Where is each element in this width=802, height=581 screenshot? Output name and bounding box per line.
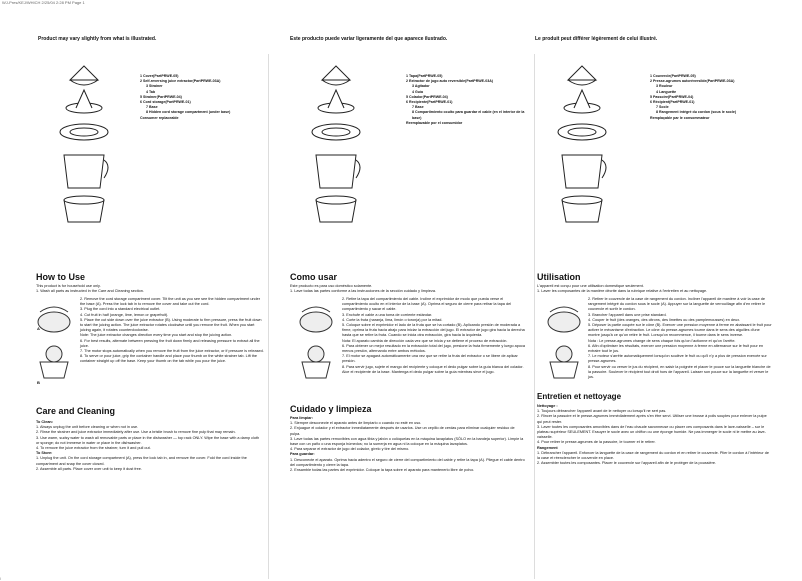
parts-list-en bbox=[140, 74, 260, 121]
part-item: 3 Agitador bbox=[412, 84, 430, 89]
parts-list-es bbox=[406, 74, 531, 126]
part-item: 6 Récipient(PartPRWE-01) bbox=[650, 100, 695, 105]
part-item: 2 Presse-agrumes autoréversible(PartPRWE-03A) bbox=[650, 79, 735, 84]
cuidado-body: Para limpiar: 1. Siempre desconecte el aparato antes de limpiarlo o cuando no esté en uso. 2. Enjuague el colador y el extractor inmediatamente después de usarlos. Use un cepillo de cerdas para eliminar cualquier residuo de pulpa. 3. Lave todas las partes removibles con agua tibia y jabón o colóquelas en la máquina lavaplatos (SÓLO en la bandeja superior). Limpie la base con un paño o una esponja húmedos; no la sumerja en agua ni la coloque en la máquina lavaplatos. 4. Para separar el extractor de jugo del colador, gírelo y tire del mismo. Para guardar: 1. Desconecte el aparato. Oprima hacia adentro el seguro de cierre del compartimiento del cable y retire la tapa (A). Pliegue el cable dentro del compartimiento y cierre la tapa. 2. Ensamble todas las partes del exprimidor. Coloque la tapa sobre el aparato para mantenerlo libre de polvo. bbox=[290, 416, 525, 473]
parts-list-fr bbox=[650, 74, 790, 121]
part-item: 3 Strainer bbox=[146, 84, 163, 89]
care-cleaning-heading: Care and Cleaning bbox=[36, 406, 116, 416]
part-item: 7 Base bbox=[146, 105, 158, 110]
column-divider bbox=[268, 54, 269, 579]
variation-note-en: Product may vary slightly from what is illustrated. bbox=[38, 36, 157, 42]
how-to-use-body: This product is for household use only. 1. Wash all parts as instructed in the Care and Cleaning section. bbox=[36, 284, 144, 294]
part-item: 1 Couvercle(PartPRWE-05) bbox=[650, 74, 696, 78]
label-b: B bbox=[37, 380, 40, 385]
utilisation-heading: Utilisation bbox=[537, 272, 581, 282]
how-to-use-heading: How to Use bbox=[36, 272, 86, 282]
como-usar-body: Este producto es para uso doméstico solamente. 1. Lave todas las partes conforme a las instrucciones de la sección cuidado y limpieza. bbox=[290, 284, 437, 294]
part-item: 1 Tapa(PartPRWE-05) bbox=[406, 74, 443, 78]
illustration-a bbox=[292, 300, 338, 338]
label-a: A bbox=[37, 326, 40, 331]
part-item: 7 Socle bbox=[656, 105, 669, 110]
illustration-a bbox=[540, 300, 586, 338]
utilisation-body: L'appareil est conçu pour une utilisation domestique seulement. 1. Laver les composantes de la manière décrite dans la rubrique relative à l'entretien et au nettoyage. bbox=[537, 284, 708, 294]
part-item: 2 Self-reversing juice extractor(PartPRWE-03A) bbox=[140, 79, 221, 84]
cuidado-heading: Cuidado y limpieza bbox=[290, 404, 372, 414]
part-item: 4 Tab bbox=[146, 89, 156, 94]
part-item: 5 Colador(PartPRWE-04) bbox=[406, 94, 448, 99]
como-usar-steps: 2. Retire la tapa del compartimiento del cable. Incline el exprimidor de modo que pueda verse el compartimiento oculto en el interior de la base (A). Oprima el seguro de cierre para retirar la tapa del compartimiento y sacar el cable. 3. Enchufe el cable a una toma de corriente estándar. 4. Corte la fruta (naranja, lima, limón o toronja) por la mitad. 5. Coloque sobre el exprimidor el lado de la fruta que se ha cortado (B). Aplicando presión de moderada a firme, oprima la fruta hacia abajo para iniciar la extracción del jugo. El extractor de jugo gira hacia la derecha hasta que se retire la fruta. Cuando se inicia otra extracción, gira hacia la izquierda. Nota: El aparato cambia de dirección cada vez que se inicia y se detiene el proceso de extracción. 6. Para obtener un mejor resultado en la extracción total del jugo, presione la fruta firmemente y luego apoca menos presión, alternando entre ambos métodos. 7. El motor se apagará automáticamente una vez que se retire la fruta del extractor o se libere de aplicar presión. 8. Para servir jugo, sujete el mango del recipiente y coloque el dedo pulgar sobre la guía blanca del colador. Alce el recipiente de la base. Mantenga el dedo pulgar sobre la guía mientras sirve el jugo. bbox=[342, 297, 525, 374]
part-item: Reemplazable por el consumidor bbox=[406, 120, 463, 125]
utilisation-steps: 2. Retirer le couvercle de la case de rangement du cordon. Incliner l'appareil de manière à voir la case de rangement intégré du cordon sous le socle (A). Appuyer sur la languette de verrouillage afin d'en retirer le couvercle et sortir le cordon. 3. Brancher l'appareil dans une prise standard. 4. Couper le fruit (des oranges, des citrons, des limettes ou des pamplemousses) en deux. 5. Déposer la partie coupée sur le cône (B). Exercer une pression moyenne à ferme en abaissant le fruit pour activer le mécanisme d'extraction. Le cône du presse-agrumes tourne dans le sens des aiguilles d'une montre jusqu'à ce qu'on retire le fruit. Lorsqu'on recommence, il tourne dans le sens inverse. Nota : Le presse-agrumes change de sens chaque fois qu'on l'actionne et qu'on l'arrête. 6. Afin d'optimiser les résultats, exercer une pression moyenne à ferme en alternance sur le fruit pour en extraire tout le jus. 7. Le moteur s'arrête automatiquement lorsqu'on soulève le fruit ou qu'il n'y a plus de pression exercée sur presse-agrumes. 8. Pour servir ou verser le jus du récipient, en saisir la poignée et placer le pouce sur la languette blanche de la passoire. Soulever le récipient tout droit hors de l'appareil. Laisser son pouce sur la languette et verser le jus. bbox=[588, 297, 772, 380]
entretien-body: Nettoyage : 1. Toujours débrancher l'appareil avant de le nettoyer ou lorsqu'il ne sert pas. 2. Rincer la passoire et le presse-agrumes immédiatement après s'en être servi. Utiliser une brosse à poils souples pour enlever la pulpe qui peut rester. 3. Laver toutes les composantes amovibles dans de l'eau chaude savonneuse ou placer ces composants dans le lave-vaisselle – sur le plateau supérieur SEULEMENT. Essuyer le socle avec un chiffon ou une éponge humide. Ne pas immerger le socle ni le mettre au lave-vaisselle. 4. Pour retirer le presse-agrumes de la passoire, le tourner et le retirer. Rangement 1. Débrancher l'appareil. Enfoncer la languette de la case de rangement du cordon et en retirer le couvercle. Plier le cordon à l'intérieur de la case et réenclencher le couvercle en place. 2. Assembler toutes les composantes. Placer le couvercle sur l'appareil afin de le protéger de la poussière. bbox=[537, 404, 769, 466]
part-item: 5 Strainer(PartPRWE-04) bbox=[140, 94, 182, 99]
entretien-heading: Entretien et nettoyage bbox=[537, 392, 622, 401]
part-item: Consumer replaceable bbox=[140, 115, 179, 120]
part-item: Remplaçable par le consommateur bbox=[650, 115, 710, 120]
part-item: 7 Base bbox=[412, 105, 424, 110]
illustration-b bbox=[540, 342, 586, 380]
part-item: 2 Extractor de jugo auto reversible(PartPRWE-03A) bbox=[406, 79, 494, 84]
part-item: 8 Compartimiento oculto para guardar el cable (en el interior de la base) bbox=[412, 110, 525, 120]
illustration-b bbox=[30, 342, 76, 380]
print-header: WJ-Pres/KEJ/WHICH 2/25/04 2:28 PM Page 1 bbox=[2, 0, 85, 5]
variation-note-es: Este producto puede variar ligeramente del que aparece ilustrado. bbox=[290, 36, 448, 42]
illustration-b bbox=[292, 342, 338, 380]
juicer-diagram-es bbox=[306, 60, 366, 230]
part-item: 8 Hidden cord storage compartment (under base) bbox=[146, 110, 231, 115]
part-item: 4 Guía bbox=[412, 89, 423, 94]
como-usar-heading: Como usar bbox=[290, 272, 338, 282]
part-item: 8 Rangement intégré du cordon (sous le socle) bbox=[656, 110, 737, 115]
illustration-a bbox=[30, 300, 76, 338]
care-cleaning-body: To Clean: 1. Always unplug the unit before cleaning or when not in use. 2. Rinse the strainer and juice extractor immediately after use. Use a bristle brush to remove fine pulp that may remain. 3. Use warm, sudsy water to wash all removable parts or place in the dishwasher — top rack ONLY. Wipe the base with a damp cloth or sponge; do not immerse in water or place in the dishwasher. 4. To remove the juice extractor from the strainer, turn it and pull out. To Store: 1. Unplug the unit. On the cord storage compartment (A), press the lock tab in, and remove the cover. Fold the cord inside the compartment and snap the cover closed. 2. Assemble all parts. Place cover over unit to keep it dust free. bbox=[36, 420, 260, 471]
part-item: 5 Passoire(PartPRWE-04) bbox=[650, 94, 694, 99]
juicer-diagram-en bbox=[54, 60, 114, 230]
how-to-use-steps: 2. Remove the cord storage compartment cover. Tilt the unit as you see see the hidden compartment under the base (A). Press the lock tab in to remove the cover and take out the cord. 3. Plug the cord into a standard electrical outlet. 4. Cut fruit in half (orange, lime, lemon or grapefruit). 5. Place the cut side down over the juice extractor (B). Using moderate to firm pressure, press the fruit down to start the juicing action. The juice extractor rotates clockwise until you remove the fruit. When you start juicing again, it rotates counterclockwise. Note: The juice extractor changes direction every time you start and stop the juicing action. 6. For best results, alternate between pressing the fruit down firmly and releasing pressure to extract all the juice. 7. The motor stops automatically when you remove the fruit from the juice extractor, or if pressure is released. 8. To serve or pour juice, grip the container handle and place your thumb on the white strainer tab. Lift the container straight up off the base. Keep your thumb on the tab while you pour the juice. bbox=[80, 297, 264, 364]
part-item: 3 Rouleur bbox=[656, 84, 673, 89]
part-item: 6 Recipiente(PartPRWE-01) bbox=[406, 100, 453, 105]
column-divider bbox=[534, 54, 535, 579]
juicer-diagram-fr bbox=[552, 60, 612, 230]
part-item: 6 Cord storage(PartPRWE-01) bbox=[140, 100, 191, 105]
part-item: 4 Languette bbox=[656, 89, 677, 94]
variation-note-fr: Le produit peut différer légèrement de celui illustré. bbox=[535, 36, 658, 42]
part-item: 1 Cover(PartPRWE-05) bbox=[140, 74, 179, 78]
footer-mark: I bbox=[0, 576, 2, 581]
